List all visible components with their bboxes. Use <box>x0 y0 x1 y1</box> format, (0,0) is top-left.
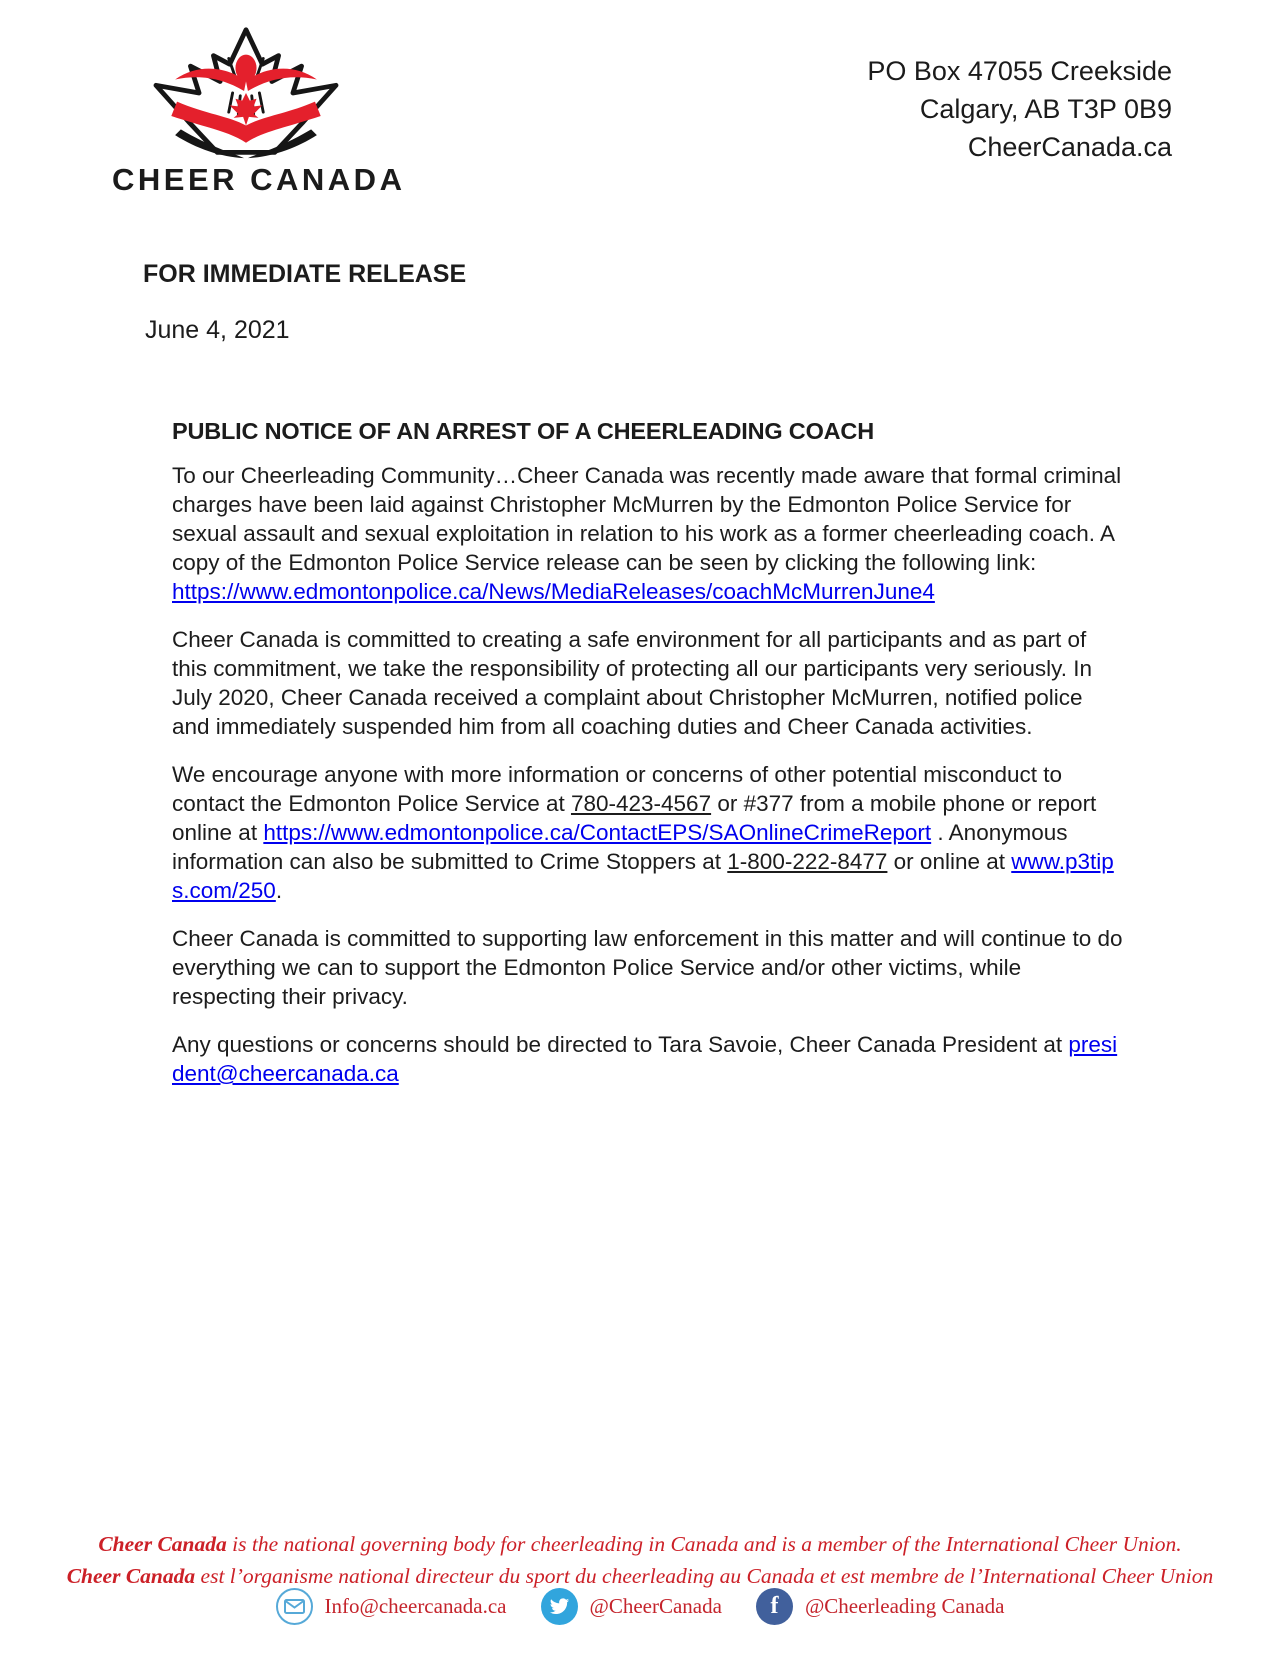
paragraph-3-text-2: or #377 from a mobile phone or report online at <box>172 791 1097 845</box>
footer-en-brand: Cheer Canada <box>98 1532 227 1556</box>
email-label: Info@cheercanada.ca <box>324 1594 507 1618</box>
social-item-facebook[interactable] <box>756 1588 1005 1625</box>
paragraph-3-text-3: . Anonymous information can also be submitted to Crime Stoppers at <box>172 820 1068 874</box>
eps-online-report-link[interactable]: https://www.edmontonpolice.ca/ContactEPS/SAOnlineCrimeReport <box>263 820 932 845</box>
paragraph-3-text-1: We encourage anyone with more information or concerns of other potential misconduct to contact the Edmonton Police Service at <box>172 762 1063 816</box>
social-item-email[interactable] <box>276 1588 507 1625</box>
social-item-twitter[interactable] <box>541 1588 722 1625</box>
footer-tagline-english <box>40 1528 1240 1560</box>
paragraph-5-text: Any questions or concerns should be directed to Tara Savoie, Cheer Canada President at <box>172 1032 1069 1057</box>
logo-wordmark: CHEER CANADA <box>112 162 406 197</box>
eps-media-release-link[interactable]: https://www.edmontonpolice.ca/News/MediaReleases/coachMcMurrenJune4 <box>172 579 935 604</box>
org-website: CheerCanada.ca <box>967 132 1172 162</box>
president-email-link[interactable]: president@cheercanada.ca <box>172 1032 1118 1086</box>
paragraph-2 <box>172 625 1124 741</box>
cheer-canada-logo <box>112 24 406 198</box>
facebook-icon: f <box>756 1588 793 1625</box>
eps-phone-number: 780-423-4567 <box>570 791 712 816</box>
p3tips-link[interactable]: www.p3tips.com/250 <box>172 849 1114 903</box>
paragraph-1 <box>172 461 1124 606</box>
social-links-row <box>0 1588 1280 1625</box>
document-body <box>172 417 1124 1107</box>
release-label: FOR IMMEDIATE RELEASE <box>143 260 467 288</box>
paragraph-4 <box>172 924 1124 1011</box>
org-address <box>867 52 1172 166</box>
footer-fr-text: est l’organisme national directeur du sport du cheerleading au Canada et est membre de l’International Cheer Union <box>195 1564 1214 1588</box>
footer-en-text: is the national governing body for cheerleading in Canada and is a member of the International Cheer Union. <box>226 1532 1182 1556</box>
paragraph-3-text-5: . <box>275 878 283 903</box>
paragraph-5 <box>172 1030 1124 1088</box>
facebook-handle-label: @Cheerleading Canada <box>804 1594 1005 1618</box>
email-icon <box>276 1588 313 1625</box>
twitter-icon <box>541 1588 578 1625</box>
footer-tagline <box>40 1528 1240 1592</box>
maple-leaf-cheerleader-icon <box>120 24 372 160</box>
paragraph-1-text: To our Cheerleading Community…Cheer Canada was recently made aware that formal criminal charges have been laid against Christopher McMurren by the Edmonton Police Service for sexual assault and sexual exploitation in relation to his work as a former cheerleading coach. A copy of the Edmonton Police Service release can be seen by clicking the following link: <box>172 463 1122 575</box>
paragraph-3-text-4: or online at <box>887 849 1012 874</box>
paragraph-3 <box>172 760 1124 905</box>
release-date: June 4, 2021 <box>145 316 290 344</box>
paragraph-4-text: Cheer Canada is committed to supporting law enforcement in this matter and will continue to do everything we can to support the Edmonton Police Service and/or other victims, while respecting their privacy. <box>172 926 1123 1009</box>
paragraph-2-text: Cheer Canada is committed to creating a safe environment for all participants and as part of this commitment, we take the responsibility of protecting all our participants very seriously. In July 2020, Cheer Canada received a complaint about Christopher McMurren, notified police and immediately suspended him from all coaching duties and Cheer Canada activities. <box>172 627 1092 739</box>
address-line-1: PO Box 47055 Creekside <box>867 56 1172 86</box>
twitter-handle-label: @CheerCanada <box>589 1594 722 1618</box>
address-line-2: Calgary, AB T3P 0B9 <box>919 94 1172 124</box>
document-title: PUBLIC NOTICE OF AN ARREST OF A CHEERLEADING COACH <box>172 418 874 444</box>
crime-stoppers-phone-number: 1-800-222-8477 <box>727 849 888 874</box>
footer-fr-brand: Cheer Canada <box>66 1564 196 1588</box>
